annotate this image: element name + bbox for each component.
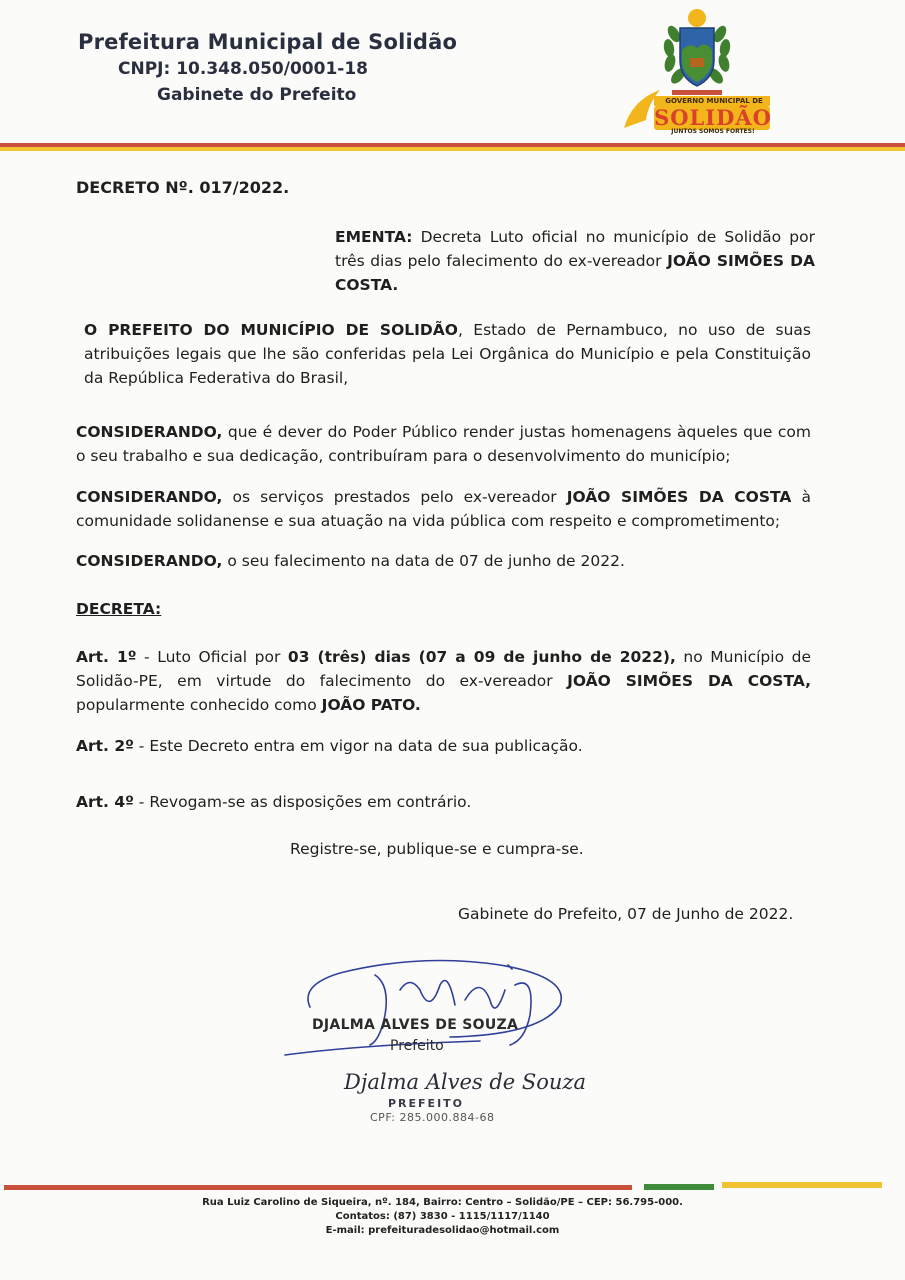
stamp-cpf: CPF: 285.000.884-68 [370, 1111, 495, 1124]
preamble [84, 318, 811, 390]
footer-email: E-mail: prefeituradesolidao@hotmail.com [325, 1225, 560, 1236]
article-2 [76, 734, 811, 758]
signatory-role: Prefeito [390, 1038, 444, 1054]
preamble-text: , Estado de Pernambuco, no uso de suas atribuições legais que lhe são conferidas pela Lei Orgânica do Município e pela Constituição da República Federativa do Brasil, [84, 321, 811, 387]
considerando-1-text: que é dever do Poder Público render justas homenagens àqueles que com o seu trabalho e sua dedicação, contribuíram para o desenvolvimento do município; [76, 423, 811, 465]
considerando-2-text-a: os serviços prestados pelo ex-vereador [222, 488, 567, 506]
article-1-period: 03 (três) dias (07 a 09 de junho de 2022), [287, 648, 676, 666]
signatory-name: DJALMA ALVES DE SOUZA [312, 1017, 519, 1033]
footer-divider-yellow [722, 1182, 882, 1188]
considerando-label: CONSIDERANDO, [76, 488, 223, 506]
footer-divider-red [4, 1185, 632, 1190]
considerando-1 [76, 420, 811, 468]
ementa-text: Decreta Luto oficial no município de Solidão por três dias pelo falecimento do ex-vereador [335, 228, 815, 270]
considerando-3-text: o seu falecimento na data de 07 de junho de 2022. [222, 552, 625, 570]
logo-slogan: JUNTOS SOMOS FORTES! [671, 128, 755, 135]
header-divider-yellow [0, 147, 905, 151]
considerando-3 [76, 549, 811, 573]
decreta-heading: DECRETA: [76, 600, 162, 618]
considerando-label: CONSIDERANDO, [76, 552, 223, 570]
article-4 [76, 790, 811, 814]
article-1-name: JOÃO SIMÕES DA COSTA, [567, 672, 811, 690]
logo-top-text: GOVERNO MUNICIPAL DE [665, 97, 763, 105]
decree-number: DECRETO Nº. 017/2022. [76, 178, 290, 197]
closing-formula: Registre-se, publique-se e cumpra-se. [290, 840, 584, 858]
article-2-text: - Este Decreto entra em vigor na data de sua publicação. [133, 737, 583, 755]
considerando-2-name: JOÃO SIMÕES DA COSTA [566, 488, 792, 506]
considerando-2 [76, 485, 811, 533]
logo-name: SOLIDÃO [654, 105, 772, 130]
article-1-text-c: popularmente conhecido como [76, 696, 322, 714]
article-4-label: Art. 4º [76, 793, 134, 811]
header-title: Prefeitura Municipal de Solidão [78, 30, 458, 54]
article-2-label: Art. 2º [76, 737, 134, 755]
ementa-name: JOÃO SIMÕES DA COSTA. [335, 252, 816, 294]
ementa-label: EMENTA: [335, 228, 413, 246]
stamp-name: Djalma Alves de Souza [344, 1070, 587, 1094]
ementa [335, 225, 815, 297]
considerando-2-text-b: à comunidade solidanense e sua atuação na vida pública com respeito e comprometimento; [76, 488, 811, 530]
footer-address: Rua Luiz Carolino de Siqueira, nº. 184, Bairro: Centro – Solidão/PE – CEP: 56.795-000. [202, 1197, 683, 1208]
place-date: Gabinete do Prefeito, 07 de Junho de 2022. [458, 905, 794, 923]
article-4-text: - Revogam-se as disposições em contrário. [133, 793, 472, 811]
article-1 [76, 645, 811, 717]
article-1-text-b: no Município de Solidão-PE, em virtude do falecimento do ex-vereador [76, 648, 811, 690]
article-1-text-a: - Luto Oficial por [136, 648, 288, 666]
considerando-label: CONSIDERANDO, [76, 423, 223, 441]
footer-divider-green [644, 1184, 714, 1190]
stamp-role: PREFEITO [388, 1097, 465, 1110]
preamble-bold: O PREFEITO DO MUNICÍPIO DE SOLIDÃO [84, 321, 458, 339]
article-1-nickname: JOÃO PATO. [321, 696, 421, 714]
footer-contacts: Contatos: (87) 3830 - 1115/1117/1140 [335, 1211, 550, 1222]
header-cnpj: CNPJ: 10.348.050/0001-18 [118, 59, 368, 79]
article-1-label: Art. 1º [76, 648, 137, 666]
header-office: Gabinete do Prefeito [157, 85, 357, 105]
